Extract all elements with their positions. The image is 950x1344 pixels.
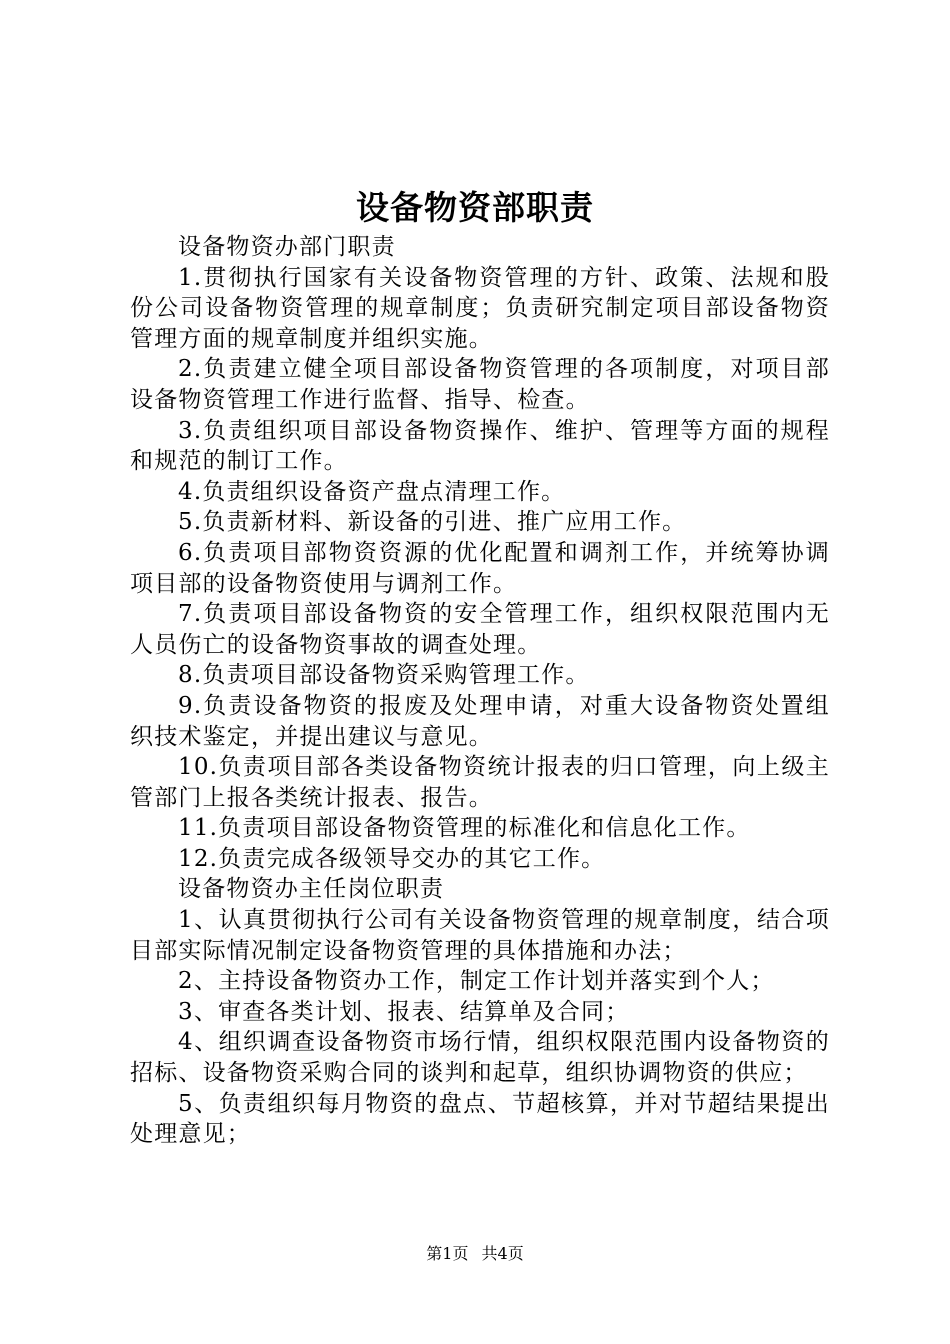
- page-total: 共4页: [481, 1244, 524, 1263]
- duty-item: 5、负责组织每月物资的盘点、节超核算，并对节超结果提出处理意见；: [130, 1090, 830, 1148]
- duty-item: 3、审查各类计划、报表、结算单及合同；: [178, 998, 630, 1025]
- document-body: [130, 232, 830, 1150]
- duty-item: 9.负责设备物资的报废及处理申请，对重大设备物资处置组织技术鉴定，并提出建议与意见。: [130, 692, 830, 750]
- duty-item: 7.负责项目部设备物资的安全管理工作，组织权限范围内无人员伤亡的设备物资事故的调查处理。: [130, 601, 830, 658]
- duty-item: 8.负责项目部设备物资采购管理工作。: [178, 662, 590, 689]
- duty-item: 4、组织调查设备物资市场行情，组织权限范围内设备物资的招标、设备物资采购合同的谈判和起草，组织协调物资的供应；: [130, 1029, 830, 1087]
- duty-item: 2、主持设备物资办工作，制定工作计划并落实到个人；: [178, 968, 775, 995]
- duty-item: 5.负责新材料、新设备的引进、推广应用工作。: [178, 509, 687, 536]
- page-number: 第1页: [426, 1244, 469, 1263]
- duty-item: 10.负责项目部各类设备物资统计报表的归口管理，向上级主管部门上报各类统计报表、报告。: [130, 754, 830, 811]
- duty-item: 2.负责建立健全项目部设备物资管理的各项制度，对项目部设备物资管理工作进行监督、指导、检查。: [130, 356, 830, 413]
- duty-item: 1、认真贯彻执行公司有关设备物资管理的规章制度，结合项目部实际情况制定设备物资管理的具体措施和办法；: [130, 907, 830, 964]
- duty-item: 12.负责完成各级领导交办的其它工作。: [178, 845, 606, 872]
- duty-item: 4.负责组织设备资产盘点清理工作。: [178, 478, 566, 505]
- page-title: 设备物资部职责: [356, 188, 594, 227]
- section-heading: 设备物资办部门职责: [178, 234, 396, 260]
- duty-item: 11.负责项目部设备物资管理的标准化和信息化工作。: [178, 815, 751, 842]
- duty-item: 3.负责组织项目部设备物资操作、维护、管理等方面的规程和规范的制订工作。: [130, 417, 830, 475]
- duty-item: 6.负责项目部物资资源的优化配置和调剂工作，并统筹协调项目部的设备物资使用与调剂工作。: [130, 539, 830, 597]
- page-footer: [0, 1244, 950, 1264]
- duty-item: 1.贯彻执行国家有关设备物资管理的方针、政策、法规和股份公司设备物资管理的规章制度；负责研究制定项目部设备物资管理方面的规章制度并组织实施。: [130, 264, 830, 352]
- section-heading: 设备物资办主任岗位职责: [178, 876, 445, 903]
